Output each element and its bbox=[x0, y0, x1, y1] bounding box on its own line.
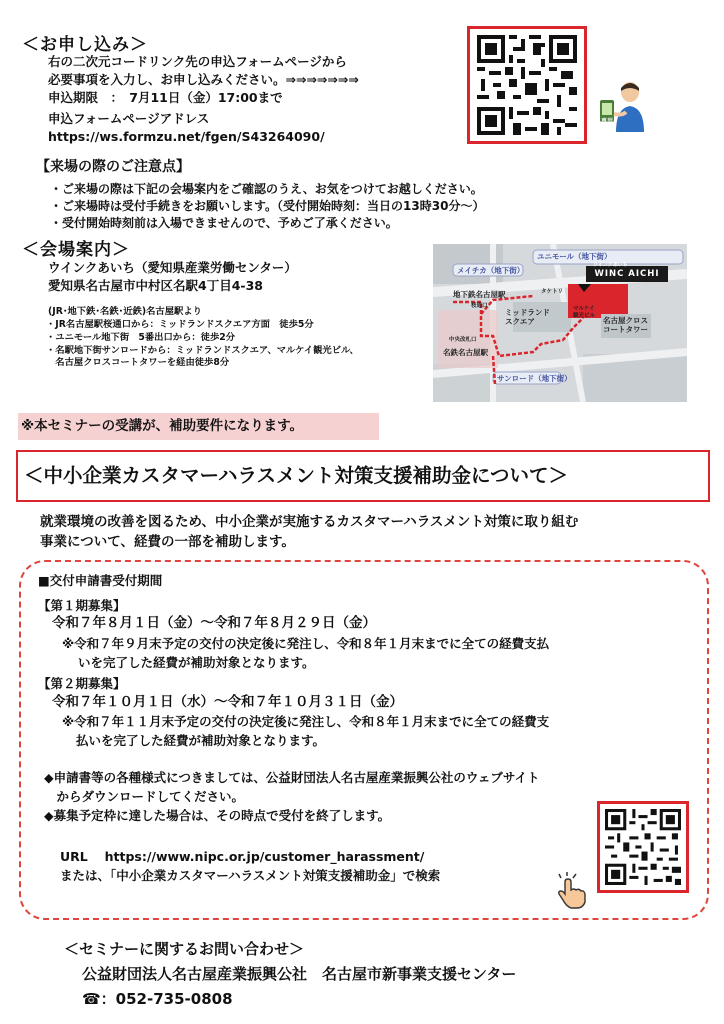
subsidy-url[interactable]: URL https://www.nipc.or.jp/customer_harassment/ bbox=[60, 849, 425, 864]
bullet-limit: ◆募集予定枠に達した場合は、その時点で受付を終了します。 bbox=[44, 808, 391, 823]
round1-note-1: ※令和７年９月末予定の交付の決定後に発注し、令和８年１月末までに全ての経費支払 bbox=[62, 636, 550, 651]
notice-item-1: ・ご来場の際は下記の会場案内をご確認のうえ、お気をつけてお越しください。 bbox=[50, 182, 483, 196]
venue-heading: ＜会場案内＞ bbox=[22, 240, 130, 260]
access-item-3: ・名駅地下街サンロードから：ミッドランドスクエア、マルケイ観光ビル、 bbox=[46, 345, 359, 356]
round1-note-2: いを完了した経費が補助対象となります。 bbox=[78, 655, 315, 670]
apply-heading: ＜お申し込み＞ bbox=[22, 35, 148, 55]
round1-dates: 令和７年８月１日（金）～令和７年８月２９日（金） bbox=[52, 615, 376, 631]
access-item-4: 名古屋クロスコートタワーを経由徒歩8分 bbox=[46, 357, 230, 368]
round2-label: 【第２期募集】 bbox=[38, 676, 126, 691]
apply-line-2: 必要事項を入力し、お申し込みください。⇒⇒⇒⇒⇒⇒⇒ bbox=[48, 72, 359, 87]
subsidy-intro-2: 事業について、経費の一部を補助します。 bbox=[40, 534, 295, 550]
round2-note-1: ※令和７年１１月末予定の交付の決定後に発注し、令和８年１月末までに全ての経費支 bbox=[62, 714, 550, 729]
contact-heading: ＜セミナーに関するお問い合わせ＞ bbox=[64, 940, 305, 958]
sakura-label: 桜通口 bbox=[471, 303, 488, 309]
bullet-forms: ◆申請書等の各種様式につきましては、公益財団法人名古屋産業振興公社のウェブサイト bbox=[44, 770, 540, 785]
round1-label: 【第１期募集】 bbox=[38, 598, 126, 613]
venue-address: 愛知県名古屋市中村区名駅4丁目4-38 bbox=[48, 278, 263, 293]
apply-line-1: 右の二次元コードリンク先の申込フォームページから bbox=[48, 54, 347, 69]
meitetsu-label: 名鉄名古屋駅 bbox=[443, 348, 488, 357]
qr-code-icon bbox=[477, 35, 577, 135]
chuo-label: 中央改札口 bbox=[449, 337, 477, 343]
marukei-label: マルケイ 観光ビル bbox=[573, 306, 596, 319]
phone-badge: 専用 bbox=[601, 118, 614, 125]
chika-meitetsu-label: 地下鉄名古屋駅 bbox=[453, 290, 506, 299]
meichika-label: メイチカ（地下街） bbox=[457, 266, 525, 275]
pointing-hand-icon bbox=[553, 872, 591, 910]
wink-label: WINC AICHI bbox=[586, 266, 668, 282]
subsidy-title: ＜中小企業カスタマーハラスメント対策支援補助金について＞ bbox=[24, 464, 569, 487]
apply-qr-code[interactable] bbox=[467, 26, 587, 144]
contact-tel[interactable]: ☎：052-735-0808 bbox=[82, 990, 233, 1008]
taketori-label: タケトリ bbox=[541, 289, 564, 295]
round2-dates: 令和７年１０月１日（水）～令和７年１０月３１日（金） bbox=[52, 694, 403, 710]
access-item-2: ・ユニモール地下街 5番出口から：徒歩2分 bbox=[46, 332, 236, 343]
requirement-band bbox=[18, 413, 379, 440]
contact-org: 公益財団法人名古屋産業振興公社 名古屋市新事業支援センター bbox=[82, 965, 517, 983]
sunroad-label: サンロード（地下街） bbox=[497, 374, 572, 383]
round2-note-2: 払いを完了した経費が補助対象となります。 bbox=[76, 733, 326, 748]
qr-code-icon bbox=[605, 809, 681, 885]
midland-label: ミッドランド スクエア bbox=[505, 308, 550, 326]
requirement-note: ※本セミナーの受講が、補助要件になります。 bbox=[21, 418, 304, 434]
form-address-label: 申込フォームページアドレス bbox=[48, 111, 210, 126]
subsidy-qr-code[interactable] bbox=[597, 801, 689, 893]
wink-small-label: ウインクあいち bbox=[593, 262, 628, 268]
access-item-1: ・JR名古屋駅桜通口から：ミッドランドスクエア方面 徒歩5分 bbox=[46, 319, 314, 330]
person-with-phone-icon bbox=[594, 76, 650, 132]
subsidy-intro-1: 就業環境の改善を図るため、中小企業が実施するカスタマーハラスメント対策に取り組む bbox=[40, 514, 579, 530]
bullet-forms-cont: からダウンロードしてください。 bbox=[44, 789, 245, 804]
apply-deadline: 申込期限 ： 7月11日（金）17:00まで bbox=[48, 90, 283, 105]
venue-map bbox=[433, 244, 687, 402]
unimall-label: ユニモール（地下街） bbox=[537, 252, 612, 261]
notice-item-3: ・受付開始時刻前は入場できませんので、予めご了承ください。 bbox=[50, 216, 398, 230]
subsidy-title-box bbox=[16, 450, 710, 502]
form-url[interactable]: https://ws.formzu.net/fgen/S43264090/ bbox=[48, 129, 325, 144]
tower-label: 名古屋クロス コートタワー bbox=[603, 316, 648, 334]
venue-name: ウインクあいち（愛知県産業労働センター） bbox=[48, 260, 297, 275]
period-heading: ■交付申請書受付期間 bbox=[38, 573, 163, 588]
subsidy-search-line: または、「中小企業カスタマーハラスメント対策支援補助金」で検索 bbox=[60, 868, 441, 883]
notice-item-2: ・ご来場時は受付手続きをお願いします。（受付開始時刻：当日の13時30分～） bbox=[50, 199, 485, 213]
notice-heading: 【来場の際のご注意点】 bbox=[36, 159, 190, 175]
access-title: (JR･地下鉄･名鉄･近鉄)名古屋駅より bbox=[48, 306, 202, 317]
